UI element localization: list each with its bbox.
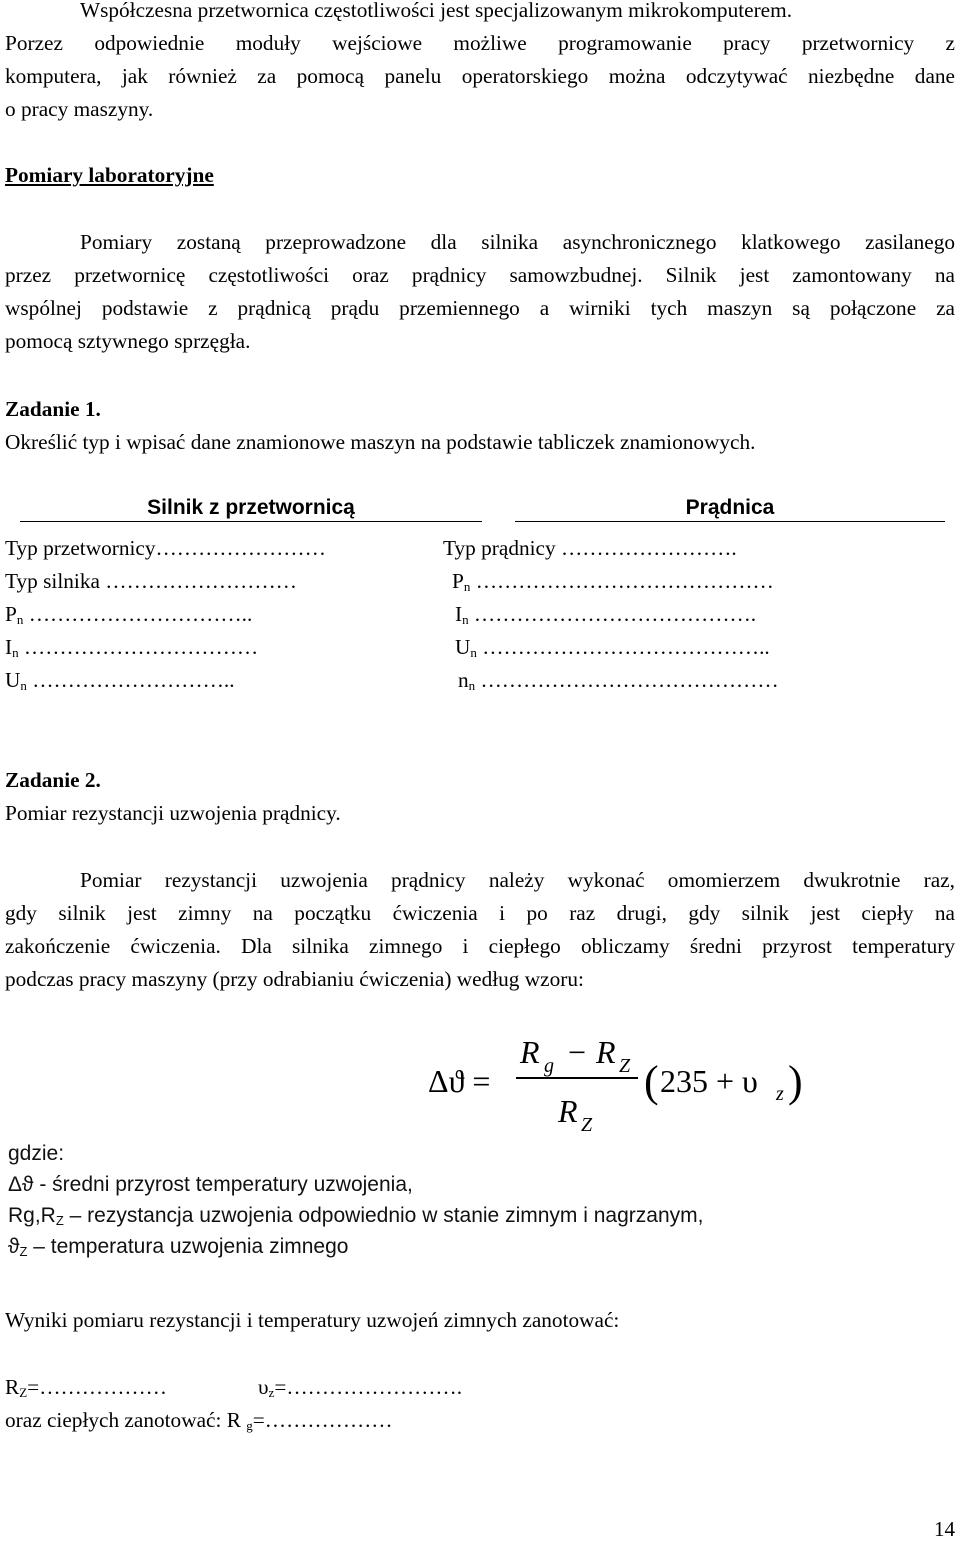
task1-description: Określić typ i wpisać dane znamionowe maszyn na podstawie tabliczek znamionowych.: [5, 430, 756, 454]
section-heading: Pomiary laboratoryjne: [5, 163, 214, 187]
temperature-rise-formula: [420, 1030, 820, 1140]
field-vz: $\upsilon_z=\dots\dots\dots\dots\dots\dots\dots\dots$.: [258, 1375, 463, 1400]
paragraph-line: Pomiar rezystancji uzwojenia prądnicy należy wykonać omomierzem dwukrotnie raz,: [80, 868, 955, 892]
task2-title: Zadanie 2.: [5, 768, 101, 792]
results-intro: Wyniki pomiaru rezystancji i temperatury uzwojeń zimnych zanotować:: [5, 1308, 620, 1332]
formula-minus: −: [568, 1034, 587, 1070]
formula-paren-open: (: [644, 1057, 659, 1106]
paragraph-line: wspólnej podstawie z prądnicą prądu przemiennego a wirniki tych maszyn są połączone za: [5, 296, 955, 320]
right-column-title: Prądnica: [685, 496, 775, 519]
formula-den: R: [558, 1093, 578, 1129]
field-typ-pradnicy: Typ prądnicy …………………….: [443, 536, 737, 560]
formula-num-a-sub: g: [544, 1055, 554, 1077]
field-gen-in: $I_n$ ………………………………….: [455, 602, 757, 627]
paragraph-line: pomocą sztywnego sprzęgła.: [5, 329, 251, 353]
intro-line: komputera, jak również za pomocą panelu operatorskiego można odczytywać niezbędne dane: [5, 64, 955, 88]
field-motor-in: $I_n$ ……………………………: [5, 635, 259, 660]
paragraph-line: zakończenie ćwiczenia. Dla silnika zimnego i ciepłego obliczamy średni przyrost temperatury: [5, 934, 955, 958]
legend-item: Δϑ - średni przyrost temperatury uzwojenia,: [8, 1173, 413, 1196]
left-column-rule: [20, 521, 482, 522]
field-rz: $R_Z=\dots\dots\dots\dots\dots\dots$: [5, 1375, 167, 1400]
legend-item: $ϑ_Z$ – temperatura uzwojenia zimnego: [8, 1235, 349, 1259]
task1-title: Zadanie 1.: [5, 397, 101, 421]
paragraph-line: podczas pracy maszyny (przy odrabianiu ćwiczenia) według wzoru:: [5, 967, 584, 991]
legend-title: gdzie:: [8, 1142, 65, 1165]
field-motor-un: $U_n$ ………………………..: [5, 668, 235, 693]
formula-num-b-sub: Z: [619, 1055, 631, 1077]
legend-item: $Rg,R_Z$ – rezystancja uzwojenia odpowiednio w stanie zimnym i nagrzanym,: [8, 1204, 704, 1228]
left-column-title: Silnik z przetwornicą: [147, 496, 355, 519]
formula-legend: [8, 1138, 703, 1262]
formula-num-a: R: [520, 1034, 540, 1070]
formula-lhs: Δϑ =: [428, 1063, 491, 1099]
page-number: 14: [934, 1517, 955, 1541]
paragraph-line: Pomiary zostaną przeprowadzone dla silnika asynchronicznego klatkowego zasilanego: [80, 230, 955, 254]
field-gen-pn: $P_n$ ……………………………………: [452, 569, 774, 594]
intro-line: o pracy maszyny.: [5, 97, 154, 121]
field-typ-silnika: Typ silnika ………………………: [5, 569, 297, 593]
field-gen-nn: $n_n$ ……………………………………: [458, 668, 779, 693]
right-column-rule: [515, 521, 945, 522]
formula-num-b: R: [596, 1034, 616, 1070]
paragraph-line: przez przetwornicę częstotliwości oraz prądnicy samowzbudnej. Silnik jest zamontowany na: [5, 263, 955, 287]
field-gen-un: $U_n$ …………………………………..: [455, 635, 770, 660]
field-typ-przetwornicy: Typ przetwornicy……………………: [5, 536, 326, 560]
task2-description: Pomiar rezystancji uzwojenia prądnicy.: [5, 801, 341, 825]
formula-paren-body: 235 + υ: [660, 1063, 758, 1099]
formula-den-sub: Z: [581, 1114, 593, 1136]
intro-line: Porzez odpowiednie moduły wejściowe możliwe programowanie pracy przetwornicy z: [5, 31, 955, 55]
field-motor-pn: $P_n$ …………………………..: [5, 602, 253, 627]
paragraph-line: gdy silnik jest zimny na początku ćwiczenia i po raz drugi, gdy silnik jest ciepły na: [5, 901, 955, 925]
formula-paren-close: ): [788, 1057, 803, 1106]
intro-line: Współczesna przetwornica częstotliwości jest specjalizowanym mikrokomputerem.: [80, 0, 793, 22]
field-rg: oraz ciepłych zanotować: R $_g$=………………: [5, 1408, 393, 1433]
formula-paren-sub: z: [776, 1083, 784, 1105]
